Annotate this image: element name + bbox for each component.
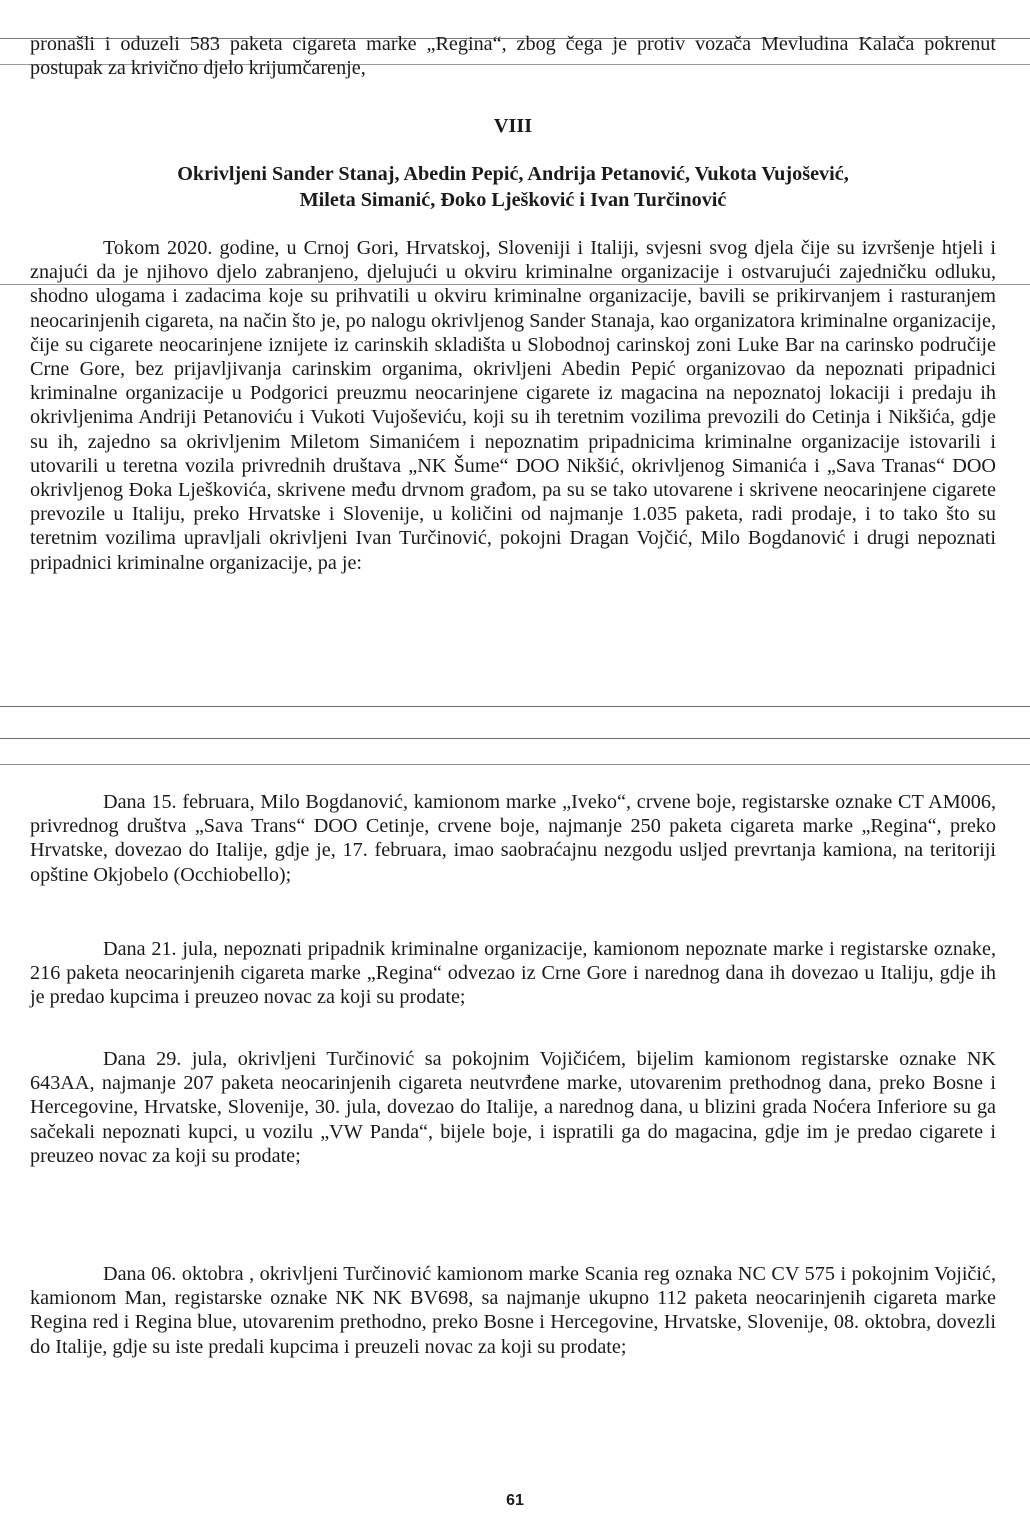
paragraph-october-06: Dana 06. oktobra , okrivljeni Turčinović kamionom marke Scania reg oznaka NC CV 575 i pokojnim Vojičić, kamionom Man, registarske oznake NK NK BV698, sa najmanje ukupno 112 paketa neocarinjenih cigareta marke Regina red i Regina blue, utovarenim prethodno, preko Bosne i Hercegovine, Hrvatske, Slovenije, 08. oktobra, dovezli do Italije, gdje su iste predali kupcima i preuzeli novac za koji su prodate;: [30, 1263, 996, 1358]
paragraph-february-15: Dana 15. februara, Milo Bogdanović, kamionom marke „Iveko“, crvene boje, registarske oznake CT AM006, privrednog društva „Sava Trans“ DOO Cetinje, crvene boje, najmanje 250 paketa cigareta marke „Regina“, preko Hrvatske, dovezao do Italije, gdje je, 17. februara, imao saobraćajnu nezgodu usljed prevrtanja kamiona, na teritoriji opštine Okjobelo (Occhiobello);: [30, 791, 996, 886]
section-heading-line-2: Mileta Simanić, Đoko Lješković i Ivan Turčinović: [299, 189, 727, 211]
page-number: 61: [506, 1492, 524, 1509]
paragraph-intro: Tokom 2020. godine, u Crnoj Gori, Hrvatskoj, Sloveniji i Italiji, svjesni svog djela čije su izvršenje htjeli i znajući da je njihovo djelo zabranjeno, djelujući u okviru kriminalne organizacije i ostvarujući zajedničku odluku, shodno ulogama i zadacima koje su prihvatili u okviru kriminalne organizacije, bavili se prikirvanjem i rasturanjem neocarinjenih cigareta, na način što je, po nalogu okrivljenog Sander Stanaja, kao organizatora kriminalne organizacije, čije su cigarete neocarinjene iznijete iz carinskih skladišta u Slobodnoj carinskoj zoni Luke Bar na carinsko područije Crne Gore, bez prijavljivanja carinskim organima, okrivljeni Abedin Pepić organizovao da nepoznati pripadnici kriminalne organizacije u Podgorici preuzmu neocarinjene cigarete iz magacina na nepoznatoj lokaciji i predaju ih okrivljenima Andriji Petanoviću i Vukoti Vujoševiću, koji su ih teretnim vozilima prevozili do Cetinja i Nikšića, gdje su ih, zajedno sa okrivljenim Miletom Simanićem i nepoznatim pripadnicima kriminalne organizacije istovarili i utovarili u teretna vozila privrednih društava „NK Šume“ DOO Nikšić, okrivljenog Simanića i „Sava Tranas“ DOO okrivljenog Đoka Lješkovića, skrivene među drvnom građom, pa su se tako utovarene i skrivene neocarinjene cigarete prevozile u Italiju, preko Hrvatske i Slovenije, u količini od najmanje 1.035 paketa, radi prodaje, i to tako što su teretnim vozilima upravljali okrivljeni Ivan Turčinović, pokojni Dragan Vojčić, Milo Bogdanović i drugi nepoznati pripadnici kriminalne organizacije, pa je:: [30, 237, 996, 574]
scan-artifact-line: [0, 706, 1030, 707]
continued-paragraph: pronašli i oduzeli 583 paketa cigareta marke „Regina“, zbog čega je protiv vozača Mevludina Kalača pokrenut postupak za krivično djelo krijumčarenje,: [30, 33, 996, 80]
section-number: VIII: [493, 115, 533, 137]
paragraph-july-21: Dana 21. jula, nepoznati pripadnik kriminalne organizacije, kamionom nepoznate marke i registarske oznake, 216 paketa neocarinjenih cigareta marke „Regina“ odvezao iz Crne Gore i narednog dana ih dovezao u Italiju, gdje ih je predao kupcima i preuzeo novac za koji su prodate;: [30, 938, 996, 1009]
paragraph-july-29: Dana 29. jula, okrivljeni Turčinović sa pokojnim Vojičićem, bijelim kamionom registarske oznake NK 643AA, najmanje 207 paketa neocarinjenih cigareta neutvrđene marke, utovarenim prethodnog dana, preko Bosne i Hercegovine, Hrvatske, Slovenije, 30. jula, dovezao do Italije, a narednog dana, u blizini grada Noćera Inferiore su ga sačekali nepoznati kupci, u vozilu „VW Panda“, bijele boje, i ispratili ga do magacina, gdje im je predao cigarete i preuzeo novac za koji su prodate;: [30, 1048, 996, 1167]
section-heading-line-1: Okrivljeni Sander Stanaj, Abedin Pepić, Andrija Petanović, Vukota Vujošević,: [177, 163, 849, 185]
scan-artifact-line: [0, 738, 1030, 739]
scan-artifact-line: [0, 764, 1030, 765]
